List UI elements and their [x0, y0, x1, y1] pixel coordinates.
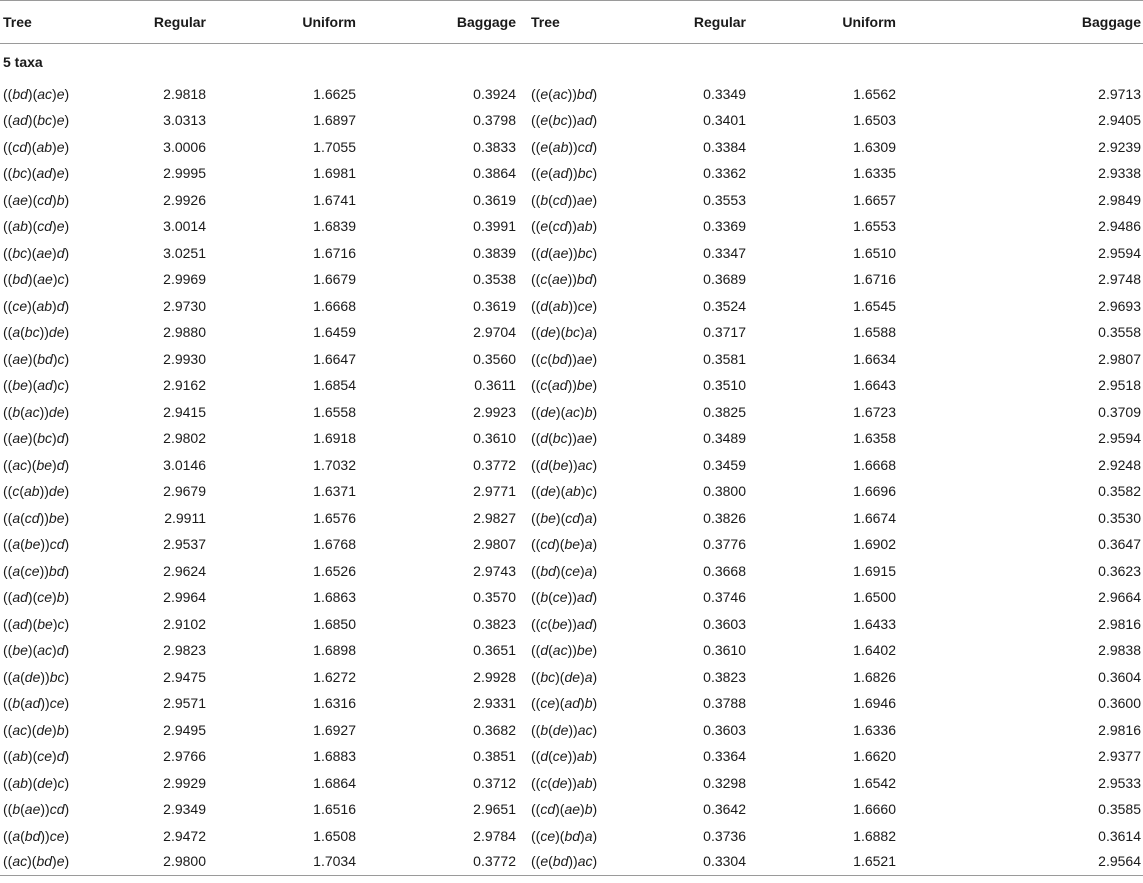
cell-uniform-right: 1.6335 [853, 165, 896, 182]
cell-tree-right: ((be)(cd)a) [531, 509, 598, 526]
cell-baggage-right: 2.9807 [1098, 350, 1141, 367]
cell-regular-left: 2.9818 [163, 85, 206, 102]
cell-regular-right: 0.3524 [703, 297, 746, 314]
cell-tree-right: ((cd)(be)a) [531, 536, 598, 553]
cell-tree-right: ((e(bd))ac) [528, 849, 648, 876]
table-row [0, 452, 1143, 479]
cell-uniform-left: 1.6741 [313, 191, 356, 208]
cell-uniform-left: 1.6508 [313, 827, 356, 844]
cell-baggage-left: 2.9928 [473, 668, 516, 685]
cell-regular-left: 3.0313 [163, 112, 206, 129]
cell-baggage-right: 2.9594 [1098, 430, 1141, 447]
cell-baggage-right: 2.9838 [1098, 642, 1141, 659]
cell-tree-left: ((a(bd))ce) [3, 827, 70, 844]
cell-tree-right: ((de)(ab)c) [531, 483, 598, 500]
cell-tree-left: ((b(ac))de) [3, 403, 70, 420]
cell-tree-right: ((cd)(ae)b) [531, 801, 598, 818]
table-row [0, 187, 1143, 214]
cell-tree-right: ((c(ae))bd) [531, 271, 598, 288]
cell-tree-right: ((c(de))ab) [531, 774, 598, 791]
cell-regular-left: 2.9929 [163, 774, 206, 791]
cell-tree-right: ((d(ae))bc) [531, 244, 598, 261]
cell-tree-right: ((b(ce))ad) [531, 589, 598, 606]
cell-uniform-left: 1.6850 [313, 615, 356, 632]
cell-tree-right: ((de)(ac)b) [531, 403, 598, 420]
cell-uniform-left: 1.6897 [313, 112, 356, 129]
cell-uniform-right: 1.6542 [853, 774, 896, 791]
cell-regular-right: 0.3717 [703, 324, 746, 341]
table-row [0, 584, 1143, 611]
cell-tree-left: ((a(be))cd) [3, 536, 70, 553]
cell-uniform-right: 1.6946 [853, 695, 896, 712]
header-tree-left: Tree [0, 1, 118, 44]
header-uniform-left: Uniform [218, 1, 368, 44]
header-baggage-right: Baggage [908, 1, 1143, 44]
cell-uniform-right: 1.6510 [853, 244, 896, 261]
cell-baggage-right: 0.3585 [1098, 801, 1141, 818]
cell-baggage-left: 0.3864 [473, 165, 516, 182]
cell-baggage-left: 2.9923 [473, 403, 516, 420]
cell-uniform-left: 1.7034 [218, 849, 368, 876]
cell-baggage-left: 2.9807 [473, 536, 516, 553]
cell-tree-right: ((bd)(ce)a) [531, 562, 598, 579]
cell-regular-left: 2.9495 [163, 721, 206, 738]
cell-regular-left: 2.9571 [163, 695, 206, 712]
cell-uniform-left: 1.6898 [313, 642, 356, 659]
cell-uniform-right: 1.6643 [853, 377, 896, 394]
cell-regular-right: 0.3304 [648, 849, 758, 876]
cell-baggage-left: 0.3538 [473, 271, 516, 288]
cell-baggage-right: 0.3558 [1098, 324, 1141, 341]
cell-baggage-right: 2.9405 [1098, 112, 1141, 129]
cell-regular-left: 2.9415 [163, 403, 206, 420]
cell-tree-left: ((a(bc))de) [3, 324, 70, 341]
header-regular-left: Regular [118, 1, 218, 44]
cell-tree-right: ((d(ac))be) [531, 642, 598, 659]
cell-uniform-left: 1.6371 [313, 483, 356, 500]
cell-baggage-left: 0.3924 [473, 85, 516, 102]
cell-regular-left: 2.9969 [163, 271, 206, 288]
cell-uniform-left: 1.6918 [313, 430, 356, 447]
cell-baggage-left: 2.9784 [473, 827, 516, 844]
cell-regular-right: 0.3459 [703, 456, 746, 473]
table-row [0, 266, 1143, 293]
cell-regular-right: 0.3825 [703, 403, 746, 420]
cell-baggage-left: 0.3798 [473, 112, 516, 129]
cell-regular-right: 0.3489 [703, 430, 746, 447]
cell-regular-left: 2.9102 [163, 615, 206, 632]
cell-regular-left: 3.0006 [163, 138, 206, 155]
cell-tree-right: ((c(be))ad) [531, 615, 598, 632]
cell-uniform-left: 1.6558 [313, 403, 356, 420]
cell-uniform-right: 1.6521 [758, 849, 908, 876]
cell-baggage-left: 0.3651 [473, 642, 516, 659]
cell-tree-right: ((c(ad))be) [531, 377, 598, 394]
cell-tree-left: ((ad)(bc)e) [3, 112, 70, 129]
cell-uniform-left: 1.6863 [313, 589, 356, 606]
cell-uniform-right: 1.6588 [853, 324, 896, 341]
table-row [0, 81, 1143, 108]
cell-uniform-left: 1.7032 [313, 456, 356, 473]
cell-tree-left: ((ad)(ce)b) [3, 589, 70, 606]
cell-uniform-right: 1.6674 [853, 509, 896, 526]
cell-baggage-right: 2.9377 [1098, 748, 1141, 765]
header-regular-right: Regular [648, 1, 758, 44]
cell-tree-right: ((d(bc))ae) [531, 430, 598, 447]
cell-uniform-right: 1.6309 [853, 138, 896, 155]
table-row [0, 399, 1143, 426]
table-row [0, 425, 1143, 452]
cell-tree-left: ((ad)(be)c) [3, 615, 70, 632]
cell-uniform-left: 1.6516 [313, 801, 356, 818]
cell-baggage-left: 2.9651 [473, 801, 516, 818]
cell-uniform-left: 1.6927 [313, 721, 356, 738]
table-row [0, 611, 1143, 638]
table-row [0, 796, 1143, 823]
cell-tree-left: ((bd)(ac)e) [3, 85, 70, 102]
cell-regular-left: 2.9766 [163, 748, 206, 765]
cell-regular-right: 0.3298 [703, 774, 746, 791]
cell-uniform-right: 1.6723 [853, 403, 896, 420]
cell-regular-right: 0.3826 [703, 509, 746, 526]
cell-regular-left: 3.0251 [163, 244, 206, 261]
cell-tree-right: ((e(ab))cd) [531, 138, 598, 155]
cell-uniform-left: 1.6272 [313, 668, 356, 685]
cell-regular-right: 0.3553 [703, 191, 746, 208]
cell-uniform-right: 1.6826 [853, 668, 896, 685]
cell-baggage-right: 0.3604 [1098, 668, 1141, 685]
table-row [0, 134, 1143, 161]
cell-uniform-right: 1.6634 [853, 350, 896, 367]
cell-baggage-right: 2.9816 [1098, 721, 1141, 738]
cell-tree-right: ((ce)(bd)a) [531, 827, 598, 844]
cell-baggage-left: 0.3851 [473, 748, 516, 765]
cell-regular-left: 2.9802 [163, 430, 206, 447]
cell-baggage-right: 2.9533 [1098, 774, 1141, 791]
cell-baggage-right: 0.3530 [1098, 509, 1141, 526]
cell-tree-right: ((e(cd))ab) [531, 218, 598, 235]
cell-regular-right: 0.3603 [703, 615, 746, 632]
cell-baggage-right: 2.9816 [1098, 615, 1141, 632]
cell-baggage-right: 2.9664 [1098, 589, 1141, 606]
table-body [0, 44, 1143, 876]
cell-baggage-left: 2.9827 [473, 509, 516, 526]
cell-regular-right: 0.3364 [703, 748, 746, 765]
cell-uniform-left: 1.6768 [313, 536, 356, 553]
cell-tree-left: ((ac)(bd)e) [0, 849, 118, 876]
cell-baggage-right: 2.9486 [1098, 218, 1141, 235]
cell-tree-left: ((ac)(de)b) [3, 721, 70, 738]
cell-tree-right: ((b(de))ac) [531, 721, 598, 738]
cell-baggage-right: 0.3623 [1098, 562, 1141, 579]
cell-regular-right: 0.3362 [703, 165, 746, 182]
cell-baggage-left: 0.3619 [473, 191, 516, 208]
cell-regular-left: 2.9730 [163, 297, 206, 314]
cell-tree-left: ((ae)(cd)b) [3, 191, 70, 208]
cell-uniform-right: 1.6402 [853, 642, 896, 659]
cell-tree-left: ((be)(ad)c) [3, 377, 70, 394]
cell-uniform-left: 1.6316 [313, 695, 356, 712]
cell-baggage-right: 0.3582 [1098, 483, 1141, 500]
cell-regular-left: 2.9823 [163, 642, 206, 659]
cell-regular-left: 2.9624 [163, 562, 206, 579]
cell-baggage-left: 0.3772 [473, 456, 516, 473]
cell-regular-right: 0.3746 [703, 589, 746, 606]
cell-uniform-left: 1.6864 [313, 774, 356, 791]
cell-tree-left: ((be)(ac)d) [3, 642, 70, 659]
cell-uniform-left: 1.6854 [313, 377, 356, 394]
cell-tree-left: ((ae)(bd)c) [3, 350, 70, 367]
cell-uniform-right: 1.6336 [853, 721, 896, 738]
header-uniform-right: Uniform [758, 1, 908, 44]
section-row [0, 44, 1143, 81]
cell-baggage-left: 0.3560 [473, 350, 516, 367]
cell-baggage-left: 0.3611 [474, 377, 516, 394]
cell-tree-left: ((ab)(cd)e) [3, 218, 70, 235]
cell-baggage-right: 2.9338 [1098, 165, 1141, 182]
cell-regular-left: 2.9926 [163, 191, 206, 208]
cell-tree-left: ((bc)(ae)d) [3, 244, 70, 261]
cell-uniform-left: 1.6576 [313, 509, 356, 526]
cell-baggage-left: 0.3772 [368, 849, 528, 876]
cell-uniform-right: 1.6553 [853, 218, 896, 235]
cell-tree-right: ((d(ab))ce) [531, 297, 598, 314]
cell-tree-left: ((b(ae))cd) [3, 801, 70, 818]
cell-tree-left: ((ae)(bc)d) [3, 430, 70, 447]
cell-regular-left: 2.9349 [163, 801, 206, 818]
cell-uniform-left: 1.7055 [313, 138, 356, 155]
cell-uniform-right: 1.6915 [853, 562, 896, 579]
table-row [0, 160, 1143, 187]
table-row [0, 558, 1143, 585]
cell-regular-right: 0.3581 [703, 350, 746, 367]
cell-regular-right: 0.3384 [703, 138, 746, 155]
cell-regular-left: 2.9995 [163, 165, 206, 182]
table-row [0, 823, 1143, 850]
cell-tree-right: ((e(ac))bd) [531, 85, 598, 102]
table-row [0, 346, 1143, 373]
cell-baggage-right: 2.9518 [1098, 377, 1141, 394]
cell-regular-right: 0.3349 [703, 85, 746, 102]
cell-uniform-right: 1.6503 [853, 112, 896, 129]
cell-regular-right: 0.3800 [703, 483, 746, 500]
cell-uniform-right: 1.6657 [853, 191, 896, 208]
cell-tree-left: ((ac)(be)d) [3, 456, 70, 473]
cell-regular-right: 0.3823 [703, 668, 746, 685]
cell-regular-right: 0.3369 [703, 218, 746, 235]
cell-tree-right: ((c(bd))ae) [531, 350, 598, 367]
cell-tree-left: ((a(cd))be) [3, 509, 70, 526]
cell-regular-left: 2.9964 [163, 589, 206, 606]
cell-regular-left: 2.9911 [164, 509, 206, 526]
cell-tree-left: ((b(ad))ce) [3, 695, 70, 712]
cell-baggage-left: 0.3610 [473, 430, 516, 447]
cell-tree-right: ((d(be))ac) [531, 456, 598, 473]
table-row [0, 849, 1143, 876]
cell-uniform-left: 1.6839 [313, 218, 356, 235]
cell-baggage-right: 2.9239 [1098, 138, 1141, 155]
cell-uniform-right: 1.6882 [853, 827, 896, 844]
cell-regular-right: 0.3736 [703, 827, 746, 844]
cell-uniform-left: 1.6716 [313, 244, 356, 261]
table-row [0, 293, 1143, 320]
cell-tree-left: ((bc)(ad)e) [3, 165, 70, 182]
cell-uniform-right: 1.6433 [853, 615, 896, 632]
cell-tree-left: ((cd)(ab)e) [3, 138, 70, 155]
cell-regular-left: 3.0146 [163, 456, 206, 473]
cell-baggage-right: 2.9849 [1098, 191, 1141, 208]
cell-uniform-right: 1.6660 [853, 801, 896, 818]
cell-tree-left: ((c(ab))de) [3, 483, 70, 500]
cell-uniform-right: 1.6716 [853, 271, 896, 288]
table-row [0, 531, 1143, 558]
table-row [0, 107, 1143, 134]
cell-tree-right: ((de)(bc)a) [531, 324, 598, 341]
cell-uniform-right: 1.6545 [853, 297, 896, 314]
table-row [0, 505, 1143, 532]
cell-uniform-left: 1.6526 [313, 562, 356, 579]
cell-regular-left: 2.9162 [163, 377, 206, 394]
cell-regular-left: 2.9475 [163, 668, 206, 685]
cell-regular-right: 0.3510 [703, 377, 746, 394]
cell-regular-right: 0.3788 [703, 695, 746, 712]
cell-regular-left: 2.9472 [163, 827, 206, 844]
cell-tree-left: ((ce)(ab)d) [3, 297, 70, 314]
cell-uniform-right: 1.6902 [853, 536, 896, 553]
cell-regular-right: 0.3642 [703, 801, 746, 818]
cell-tree-left: ((bd)(ae)c) [3, 271, 70, 288]
cell-tree-right: ((bc)(de)a) [531, 668, 598, 685]
cell-baggage-left: 0.3833 [473, 138, 516, 155]
cell-baggage-left: 2.9704 [473, 324, 516, 341]
cell-uniform-right: 1.6562 [853, 85, 896, 102]
table-row [0, 770, 1143, 797]
cell-baggage-right: 2.9713 [1098, 85, 1141, 102]
table-row [0, 717, 1143, 744]
table-row [0, 319, 1143, 346]
cell-regular-left: 2.9800 [118, 849, 218, 876]
cell-regular-left: 2.9537 [163, 536, 206, 553]
cell-regular-right: 0.3689 [703, 271, 746, 288]
header-row [0, 1, 1143, 44]
cell-regular-right: 0.3776 [703, 536, 746, 553]
cell-uniform-left: 1.6647 [313, 350, 356, 367]
table-row [0, 372, 1143, 399]
cell-regular-left: 2.9679 [163, 483, 206, 500]
cell-regular-left: 3.0014 [163, 218, 206, 235]
cell-uniform-right: 1.6696 [853, 483, 896, 500]
cell-regular-right: 0.3668 [703, 562, 746, 579]
cell-regular-right: 0.3347 [703, 244, 746, 261]
cell-tree-right: ((e(bc))ad) [531, 112, 598, 129]
cell-baggage-right: 2.9594 [1098, 244, 1141, 261]
cell-tree-left: ((ab)(ce)d) [3, 748, 70, 765]
cell-regular-left: 2.9880 [163, 324, 206, 341]
cell-regular-right: 0.3603 [703, 721, 746, 738]
table-row [0, 664, 1143, 691]
cell-regular-left: 2.9930 [163, 350, 206, 367]
cell-baggage-right: 0.3600 [1098, 695, 1141, 712]
cell-baggage-left: 0.3570 [473, 589, 516, 606]
table-row [0, 240, 1143, 267]
cell-baggage-right: 2.9564 [908, 849, 1143, 876]
cell-baggage-right: 0.3647 [1098, 536, 1141, 553]
header-tree-right: Tree [528, 1, 648, 44]
cell-uniform-left: 1.6883 [313, 748, 356, 765]
cell-baggage-left: 0.3712 [473, 774, 516, 791]
cell-baggage-right: 2.9248 [1098, 456, 1141, 473]
cell-baggage-left: 0.3619 [473, 297, 516, 314]
cell-tree-right: ((ce)(ad)b) [531, 695, 598, 712]
cell-baggage-left: 2.9743 [473, 562, 516, 579]
table-row [0, 743, 1143, 770]
cell-uniform-left: 1.6679 [313, 271, 356, 288]
cell-tree-left: ((a(ce))bd) [3, 562, 70, 579]
cell-uniform-right: 1.6668 [853, 456, 896, 473]
cell-baggage-right: 2.9748 [1098, 271, 1141, 288]
cell-uniform-right: 1.6358 [853, 430, 896, 447]
cell-tree-left: ((ab)(de)c) [3, 774, 70, 791]
cell-regular-right: 0.3610 [703, 642, 746, 659]
cell-uniform-left: 1.6459 [313, 324, 356, 341]
table-row [0, 637, 1143, 664]
cell-uniform-right: 1.6620 [853, 748, 896, 765]
table-row [0, 690, 1143, 717]
cell-tree-right: ((d(ce))ab) [531, 748, 598, 765]
header-baggage-left: Baggage [368, 1, 528, 44]
cell-baggage-left: 0.3823 [473, 615, 516, 632]
cell-baggage-left: 0.3991 [473, 218, 516, 235]
cell-tree-left: ((a(de))bc) [3, 668, 70, 685]
cell-uniform-right: 1.6500 [853, 589, 896, 606]
cell-baggage-right: 0.3614 [1098, 827, 1141, 844]
cell-baggage-left: 2.9331 [473, 695, 516, 712]
table-row [0, 213, 1143, 240]
cell-regular-right: 0.3401 [703, 112, 746, 129]
cell-tree-right: ((e(ad))bc) [531, 165, 598, 182]
table-row [0, 478, 1143, 505]
cell-uniform-left: 1.6668 [313, 297, 356, 314]
cell-baggage-left: 2.9771 [473, 483, 516, 500]
cell-baggage-right: 0.3709 [1098, 403, 1141, 420]
section-label: 5 taxa [3, 54, 43, 71]
cell-baggage-left: 0.3682 [473, 721, 516, 738]
cell-uniform-left: 1.6981 [313, 165, 356, 182]
cell-baggage-right: 2.9693 [1098, 297, 1141, 314]
cell-uniform-left: 1.6625 [313, 85, 356, 102]
cell-baggage-left: 0.3839 [473, 244, 516, 261]
cell-tree-right: ((b(cd))ae) [531, 191, 598, 208]
